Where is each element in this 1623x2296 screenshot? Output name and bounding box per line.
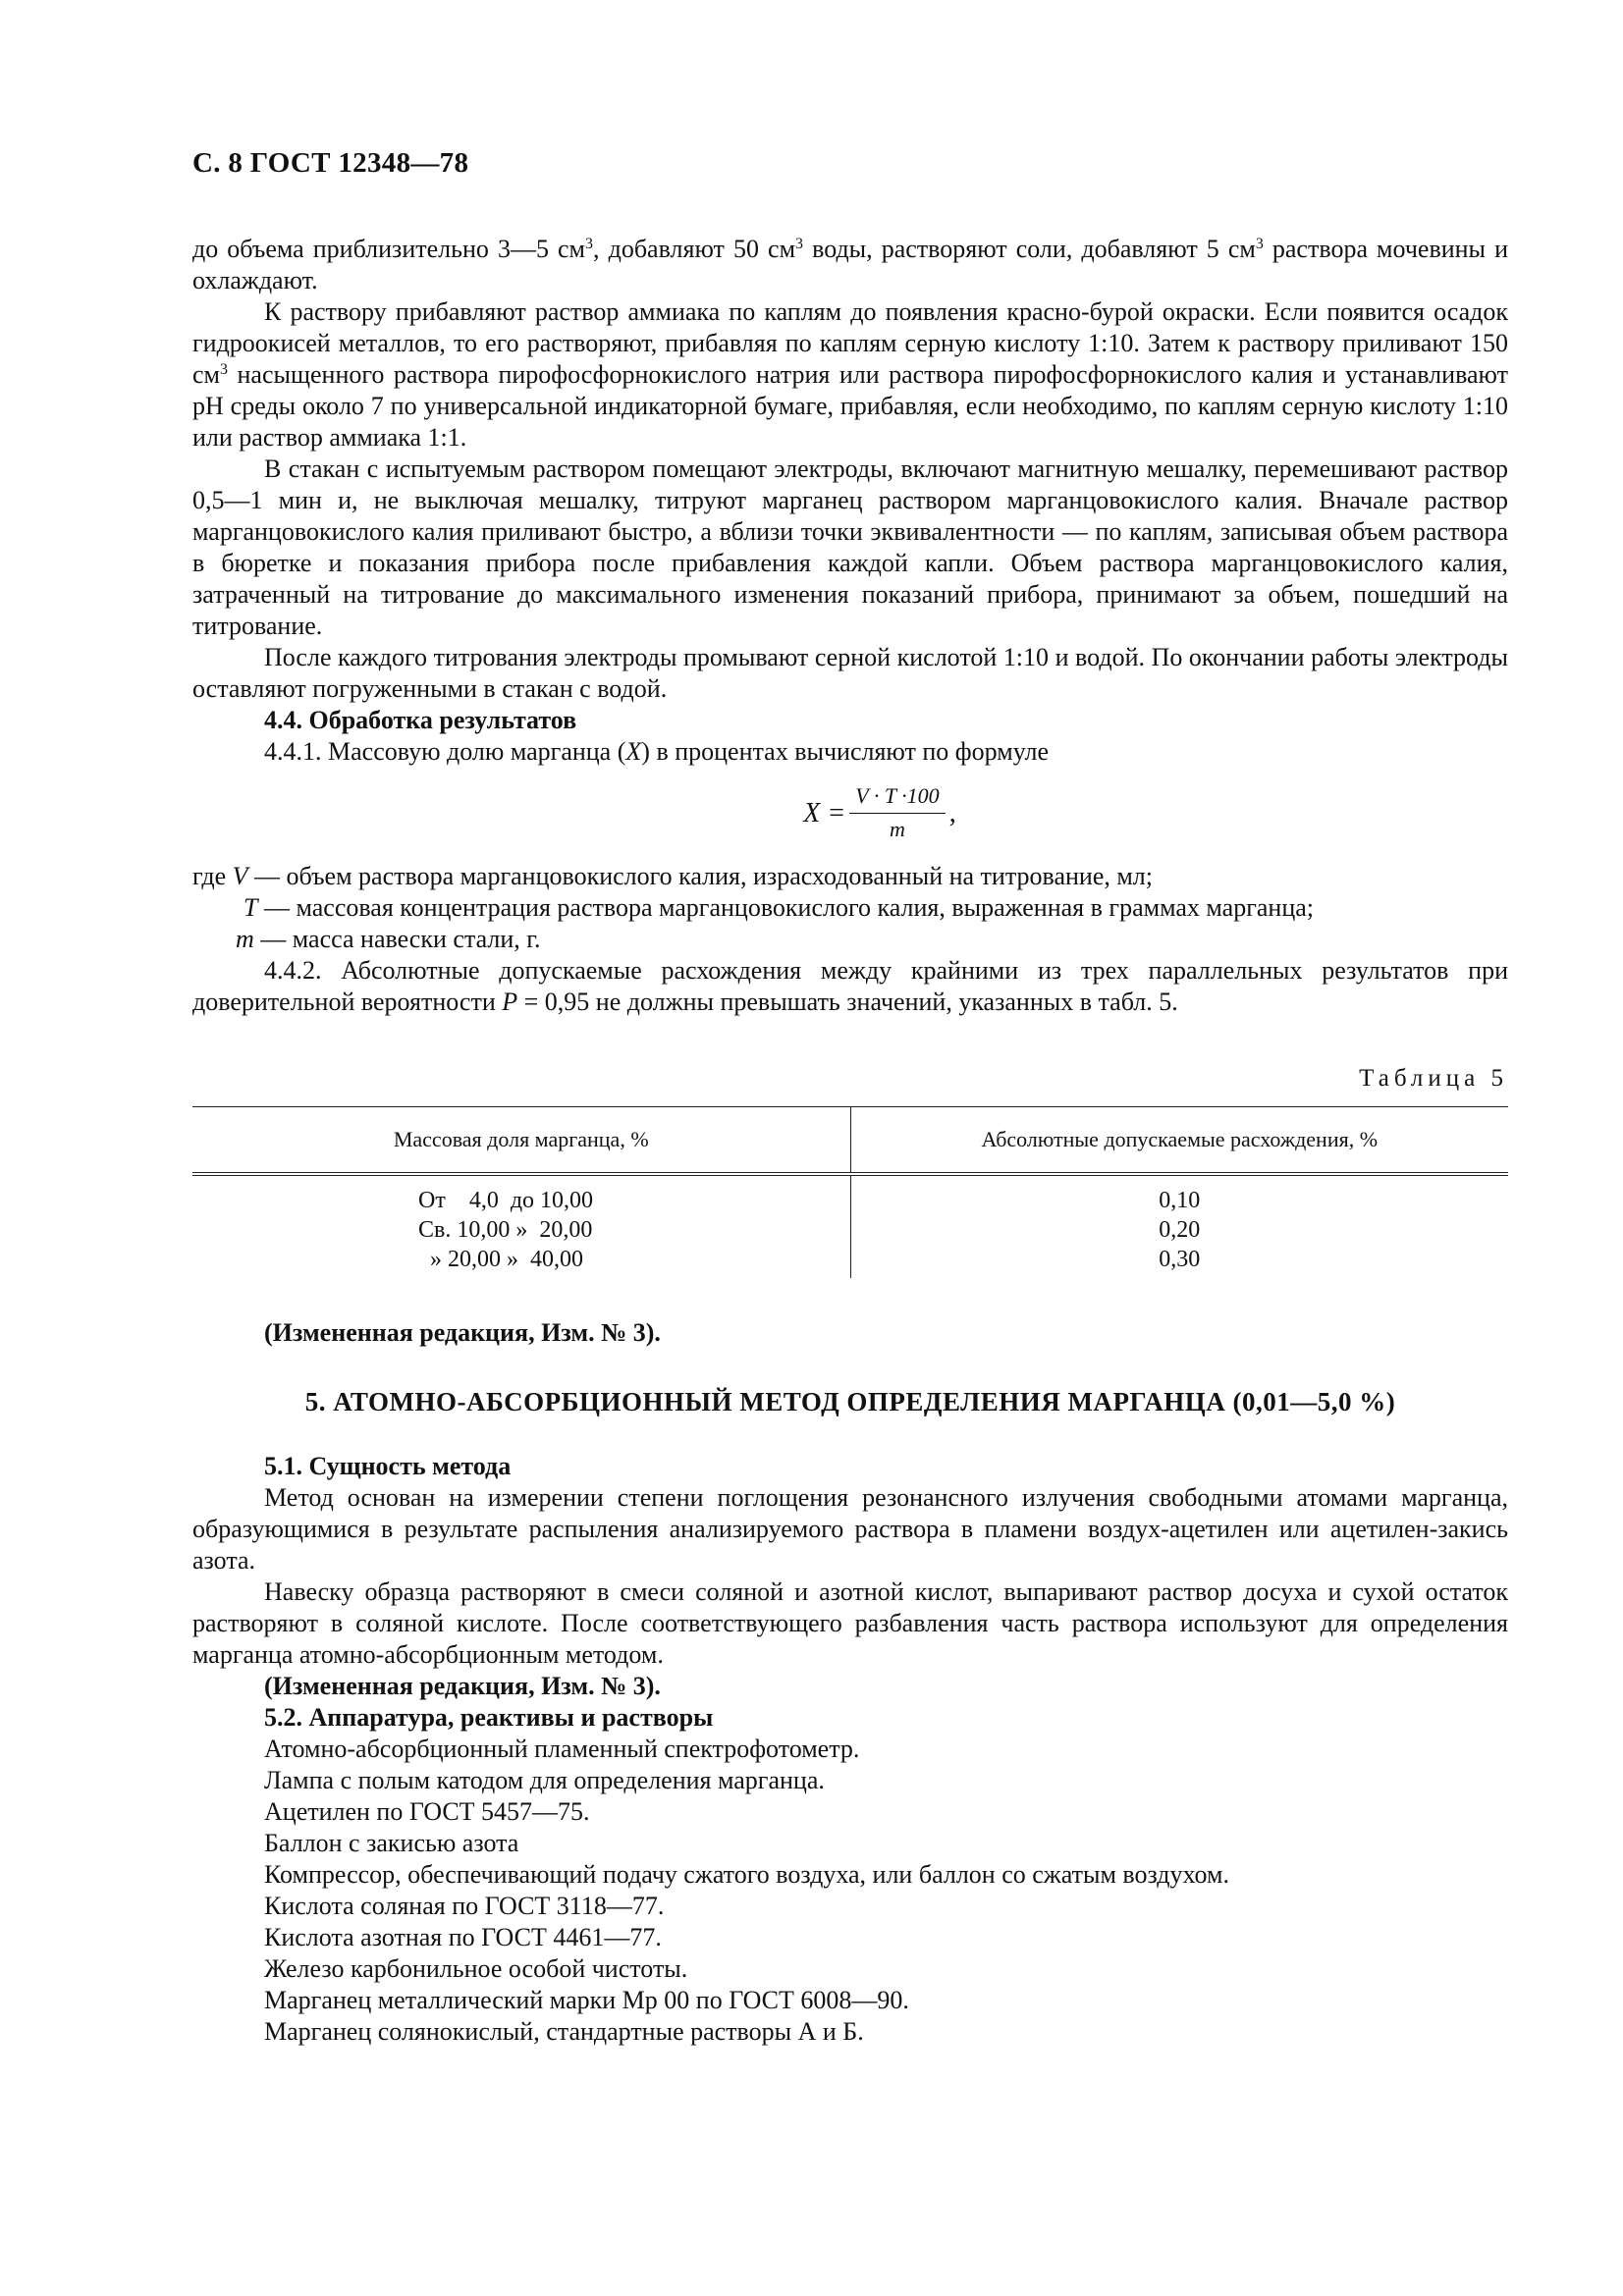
table-5: [192, 1106, 1508, 1278]
list-item: Железо карбонильное особой чистоты.: [264, 1954, 688, 1983]
where-line-v: где V — объем раствора марганцовокислого калия, израсходованный на титрование, мл;: [192, 862, 1154, 890]
heading-5-1: 5.1. Сущность метода: [264, 1452, 512, 1480]
where-line-t: T — массовая концентрация раствора марганцовокислого калия, выраженная в граммах марганца;: [243, 893, 1314, 922]
document-page: [192, 147, 1508, 2048]
table-header-tolerance: Абсолютные допускаемые расхождения, %: [850, 1107, 1508, 1175]
formula-tail: ,: [948, 797, 956, 828]
heading-5-2: 5.2. Аппаратура, реактивы и растворы: [264, 1703, 714, 1732]
paragraph-washing: После каждого титрования электроды промывают серной кислотой 1:10 и водой. По окончании работы электроды оставляют погруженными в стакан с водой.: [192, 643, 1508, 703]
paragraph-titration: В стакан с испытуемым раствором помещают электроды, включают магнитную мешалку, перемешивают раствор 0,5—1 мин и, не выключая мешалку, титруют марганец раствором марганцовокислого калия. Вначале раствор марганцовокислого калия приливают быстро, а вблизи точки эквивалентности — по каплям, записывая объем раствора в бюретке и показания прибора после прибавления каждой капли. Объем раствора марганцовокислого калия, затраченный на титрование до максимального изменения показаний прибора, принимают за объем, пошедший на титрование.: [192, 454, 1508, 640]
table-caption: Таблица 5: [1359, 1065, 1508, 1092]
formula-numerator: V · T ·100: [849, 781, 945, 814]
amendment-note-2: (Измененная редакция, Изм. № 3).: [264, 1672, 661, 1700]
where-line-m: m — масса навески стали, г.: [236, 925, 541, 953]
section-5-title: 5. АТОМНО-АБСОРБЦИОННЫЙ МЕТОД ОПРЕДЕЛЕНИЯ МАРГАНЦА (0,01—5,0 %): [304, 1387, 1396, 1416]
paragraph-volume: до объема приблизительно 3—5 $см^3$, добавляют 50 $см^3$ воды, растворяют соли, добавляют 5 $см^3$ раствора мочевины и охлаждают.: [192, 235, 1508, 294]
page-header: С. 8 ГОСТ 12348—78: [192, 147, 469, 179]
list-item: Лампа с полым катодом для определения марганца.: [264, 1766, 825, 1794]
heading-4-4: 4.4. Обработка результатов: [264, 706, 577, 734]
paragraph-5-1-principle: Метод основан на измерении степени поглощения резонансного излучения свободными атомами марганца, образующимися в результате распыления анализируемого раствора в пламени воздух-ацетилен или ацетилен-закись азота.: [192, 1483, 1508, 1575]
list-item: Баллон с закисью азота: [264, 1829, 519, 1857]
list-item: Атомно-абсорбционный пламенный спектрофотометр.: [264, 1735, 860, 1763]
paragraph-ammonia: К раствору прибавляют раствор аммиака по каплям до появления красно-бурой окраски. Если появится осадок гидроокисей металлов, то его растворяют, прибавляя по каплям серную кислоту 1:10. Затем к раствору приливают 150 $см^3$ насыщенного раствора пирофосфорнокислого натрия или раствора пирофосфорнокислого калия и устанавливают pH среды около 7 по универсальной индикаторной бумаге, прибавляя, если необходимо, по каплям серную кислоту 1:10 или раствор аммиака 1:1.: [192, 297, 1508, 452]
formula-lhs: X =: [803, 797, 846, 828]
paragraph-4-4-1: 4.4.1. Массовую долю марганца (X) в процентах вычисляют по формуле: [264, 737, 1050, 766]
formula-mass-fraction: [192, 781, 1508, 845]
table-header-mass-fraction: Массовая доля марганца, %: [192, 1107, 850, 1175]
list-item: Марганец металлический марки Мр 00 по ГОСТ 6008—90.: [264, 1986, 909, 2014]
paragraph-4-4-2: 4.4.2. Абсолютные допускаемые расхождения между крайними из трех параллельных результатов при доверительной вероятности P = 0,95 не должны превышать значений, указанных в табл. 5.: [192, 956, 1508, 1016]
amendment-note-1: (Измененная редакция, Изм. № 3).: [264, 1318, 661, 1347]
table-row: Св. 10,00 » 20,00 0,20: [192, 1215, 1508, 1245]
list-item: Марганец солянокислый, стандартные растворы А и Б.: [264, 2017, 864, 2046]
list-item: Компрессор, обеспечивающий подачу сжатого воздуха, или баллон со сжатым воздухом.: [264, 1860, 1229, 1889]
formula-denominator: m: [890, 817, 905, 841]
table-row: » 20,00 » 40,00 0,30: [192, 1245, 1508, 1278]
paragraph-5-1-sample: Навеску образца растворяют в смеси соляной и азотной кислот, выпаривают раствор досуха и сухой остаток растворяют в соляной кислоте. После соответствующего разбавления часть раствора используют для определения марганца атомно-абсорбционным методом.: [192, 1577, 1508, 1669]
table-row: От 4,0 до 10,00 0,10: [192, 1174, 1508, 1215]
list-item: Кислота соляная по ГОСТ 3118—77.: [264, 1892, 665, 1920]
list-item: Кислота азотная по ГОСТ 4461—77.: [264, 1923, 662, 1951]
list-item: Ацетилен по ГОСТ 5457—75.: [264, 1797, 590, 1826]
